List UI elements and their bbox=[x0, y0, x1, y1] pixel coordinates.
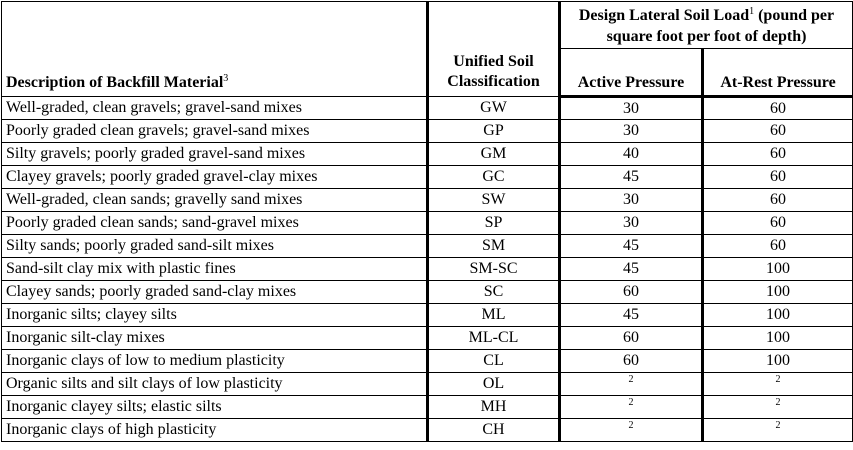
footnote-marker: 2 bbox=[775, 374, 781, 385]
cell-at-rest-pressure: 60 bbox=[703, 212, 853, 235]
cell-active-pressure: 45 bbox=[560, 235, 703, 258]
cell-active-pressure: 60 bbox=[560, 327, 703, 350]
header-description-note: 3 bbox=[223, 73, 229, 84]
table-row bbox=[2, 419, 853, 442]
cell-at-rest-pressure: 100 bbox=[703, 327, 853, 350]
cell-classification: SC bbox=[428, 281, 560, 304]
table-row bbox=[2, 120, 853, 143]
cell-description: Silty sands; poorly graded sand-silt mixes bbox=[2, 235, 428, 258]
table-row bbox=[2, 373, 853, 396]
cell-classification: GC bbox=[428, 166, 560, 189]
cell-description: Poorly graded clean gravels; gravel-sand mixes bbox=[2, 120, 428, 143]
cell-description: Well-graded, clean gravels; gravel-sand mixes bbox=[2, 97, 428, 120]
table-row bbox=[2, 327, 853, 350]
cell-at-rest-pressure: 60 bbox=[703, 235, 853, 258]
header-classification-line1: Unified Soil bbox=[453, 53, 534, 70]
cell-active-pressure bbox=[560, 419, 703, 442]
cell-active-pressure: 45 bbox=[560, 166, 703, 189]
cell-description: Inorganic clayey silts; elastic silts bbox=[2, 396, 428, 419]
cell-description: Silty gravels; poorly graded gravel-sand mixes bbox=[2, 143, 428, 166]
cell-active-pressure: 60 bbox=[560, 281, 703, 304]
table-row bbox=[2, 97, 853, 120]
table-row bbox=[2, 350, 853, 373]
cell-classification: CH bbox=[428, 419, 560, 442]
header-classification-line2: Classification bbox=[447, 73, 540, 90]
table-row bbox=[2, 189, 853, 212]
cell-classification: SW bbox=[428, 189, 560, 212]
cell-active-pressure: 40 bbox=[560, 143, 703, 166]
cell-active-pressure: 45 bbox=[560, 304, 703, 327]
cell-at-rest-pressure: 60 bbox=[703, 189, 853, 212]
cell-at-rest-pressure: 60 bbox=[703, 120, 853, 143]
cell-at-rest-pressure: 60 bbox=[703, 166, 853, 189]
cell-classification: SM-SC bbox=[428, 258, 560, 281]
cell-active-pressure: 30 bbox=[560, 120, 703, 143]
cell-at-rest-pressure: 100 bbox=[703, 350, 853, 373]
cell-classification: GW bbox=[428, 97, 560, 120]
cell-classification: SP bbox=[428, 212, 560, 235]
cell-classification: ML-CL bbox=[428, 327, 560, 350]
cell-active-pressure: 45 bbox=[560, 258, 703, 281]
cell-active-pressure bbox=[560, 396, 703, 419]
cell-classification: ML bbox=[428, 304, 560, 327]
cell-at-rest-pressure bbox=[703, 373, 853, 396]
footnote-marker: 2 bbox=[628, 397, 634, 408]
cell-classification: OL bbox=[428, 373, 560, 396]
header-load-title: Design Lateral Soil Load bbox=[578, 7, 750, 24]
cell-description: Well-graded, clean sands; gravelly sand mixes bbox=[2, 189, 428, 212]
cell-active-pressure: 30 bbox=[560, 97, 703, 120]
cell-description: Sand-silt clay mix with plastic fines bbox=[2, 258, 428, 281]
header-active-pressure: Active Pressure bbox=[560, 49, 703, 97]
header-description bbox=[2, 2, 428, 97]
soil-load-table bbox=[1, 1, 853, 442]
footnote-marker: 2 bbox=[628, 420, 634, 431]
cell-active-pressure: 30 bbox=[560, 189, 703, 212]
header-load-note: 1 bbox=[749, 6, 755, 17]
table-row bbox=[2, 166, 853, 189]
cell-at-rest-pressure: 100 bbox=[703, 281, 853, 304]
cell-description: Inorganic silt-clay mixes bbox=[2, 327, 428, 350]
table-row bbox=[2, 258, 853, 281]
cell-at-rest-pressure bbox=[703, 396, 853, 419]
cell-classification: GP bbox=[428, 120, 560, 143]
cell-at-rest-pressure: 100 bbox=[703, 304, 853, 327]
table-row bbox=[2, 235, 853, 258]
table-row bbox=[2, 304, 853, 327]
footnote-marker: 2 bbox=[775, 397, 781, 408]
header-lateral-load bbox=[560, 2, 853, 49]
cell-description: Inorganic clays of low to medium plasticity bbox=[2, 350, 428, 373]
cell-classification: CL bbox=[428, 350, 560, 373]
cell-classification: GM bbox=[428, 143, 560, 166]
cell-at-rest-pressure: 100 bbox=[703, 258, 853, 281]
cell-classification: MH bbox=[428, 396, 560, 419]
header-load-units: (pound per square foot per foot of depth) bbox=[606, 7, 835, 45]
table-row bbox=[2, 143, 853, 166]
cell-description: Organic silts and silt clays of low plasticity bbox=[2, 373, 428, 396]
footnote-marker: 2 bbox=[628, 374, 634, 385]
cell-at-rest-pressure: 60 bbox=[703, 97, 853, 120]
cell-at-rest-pressure bbox=[703, 419, 853, 442]
cell-active-pressure: 30 bbox=[560, 212, 703, 235]
table-row bbox=[2, 281, 853, 304]
cell-description: Poorly graded clean sands; sand-gravel mixes bbox=[2, 212, 428, 235]
cell-classification: SM bbox=[428, 235, 560, 258]
cell-description: Clayey gravels; poorly graded gravel-clay mixes bbox=[2, 166, 428, 189]
cell-description: Inorganic silts; clayey silts bbox=[2, 304, 428, 327]
cell-description: Inorganic clays of high plasticity bbox=[2, 419, 428, 442]
footnote-marker: 2 bbox=[775, 420, 781, 431]
cell-active-pressure: 60 bbox=[560, 350, 703, 373]
table-row bbox=[2, 396, 853, 419]
table-body bbox=[2, 97, 853, 442]
header-description-label: Description of Backfill Material bbox=[6, 74, 224, 91]
cell-active-pressure bbox=[560, 373, 703, 396]
header-at-rest-pressure: At-Rest Pressure bbox=[703, 49, 853, 97]
header-classification bbox=[428, 2, 560, 97]
cell-description: Clayey sands; poorly graded sand-clay mixes bbox=[2, 281, 428, 304]
table-row bbox=[2, 212, 853, 235]
cell-at-rest-pressure: 60 bbox=[703, 143, 853, 166]
